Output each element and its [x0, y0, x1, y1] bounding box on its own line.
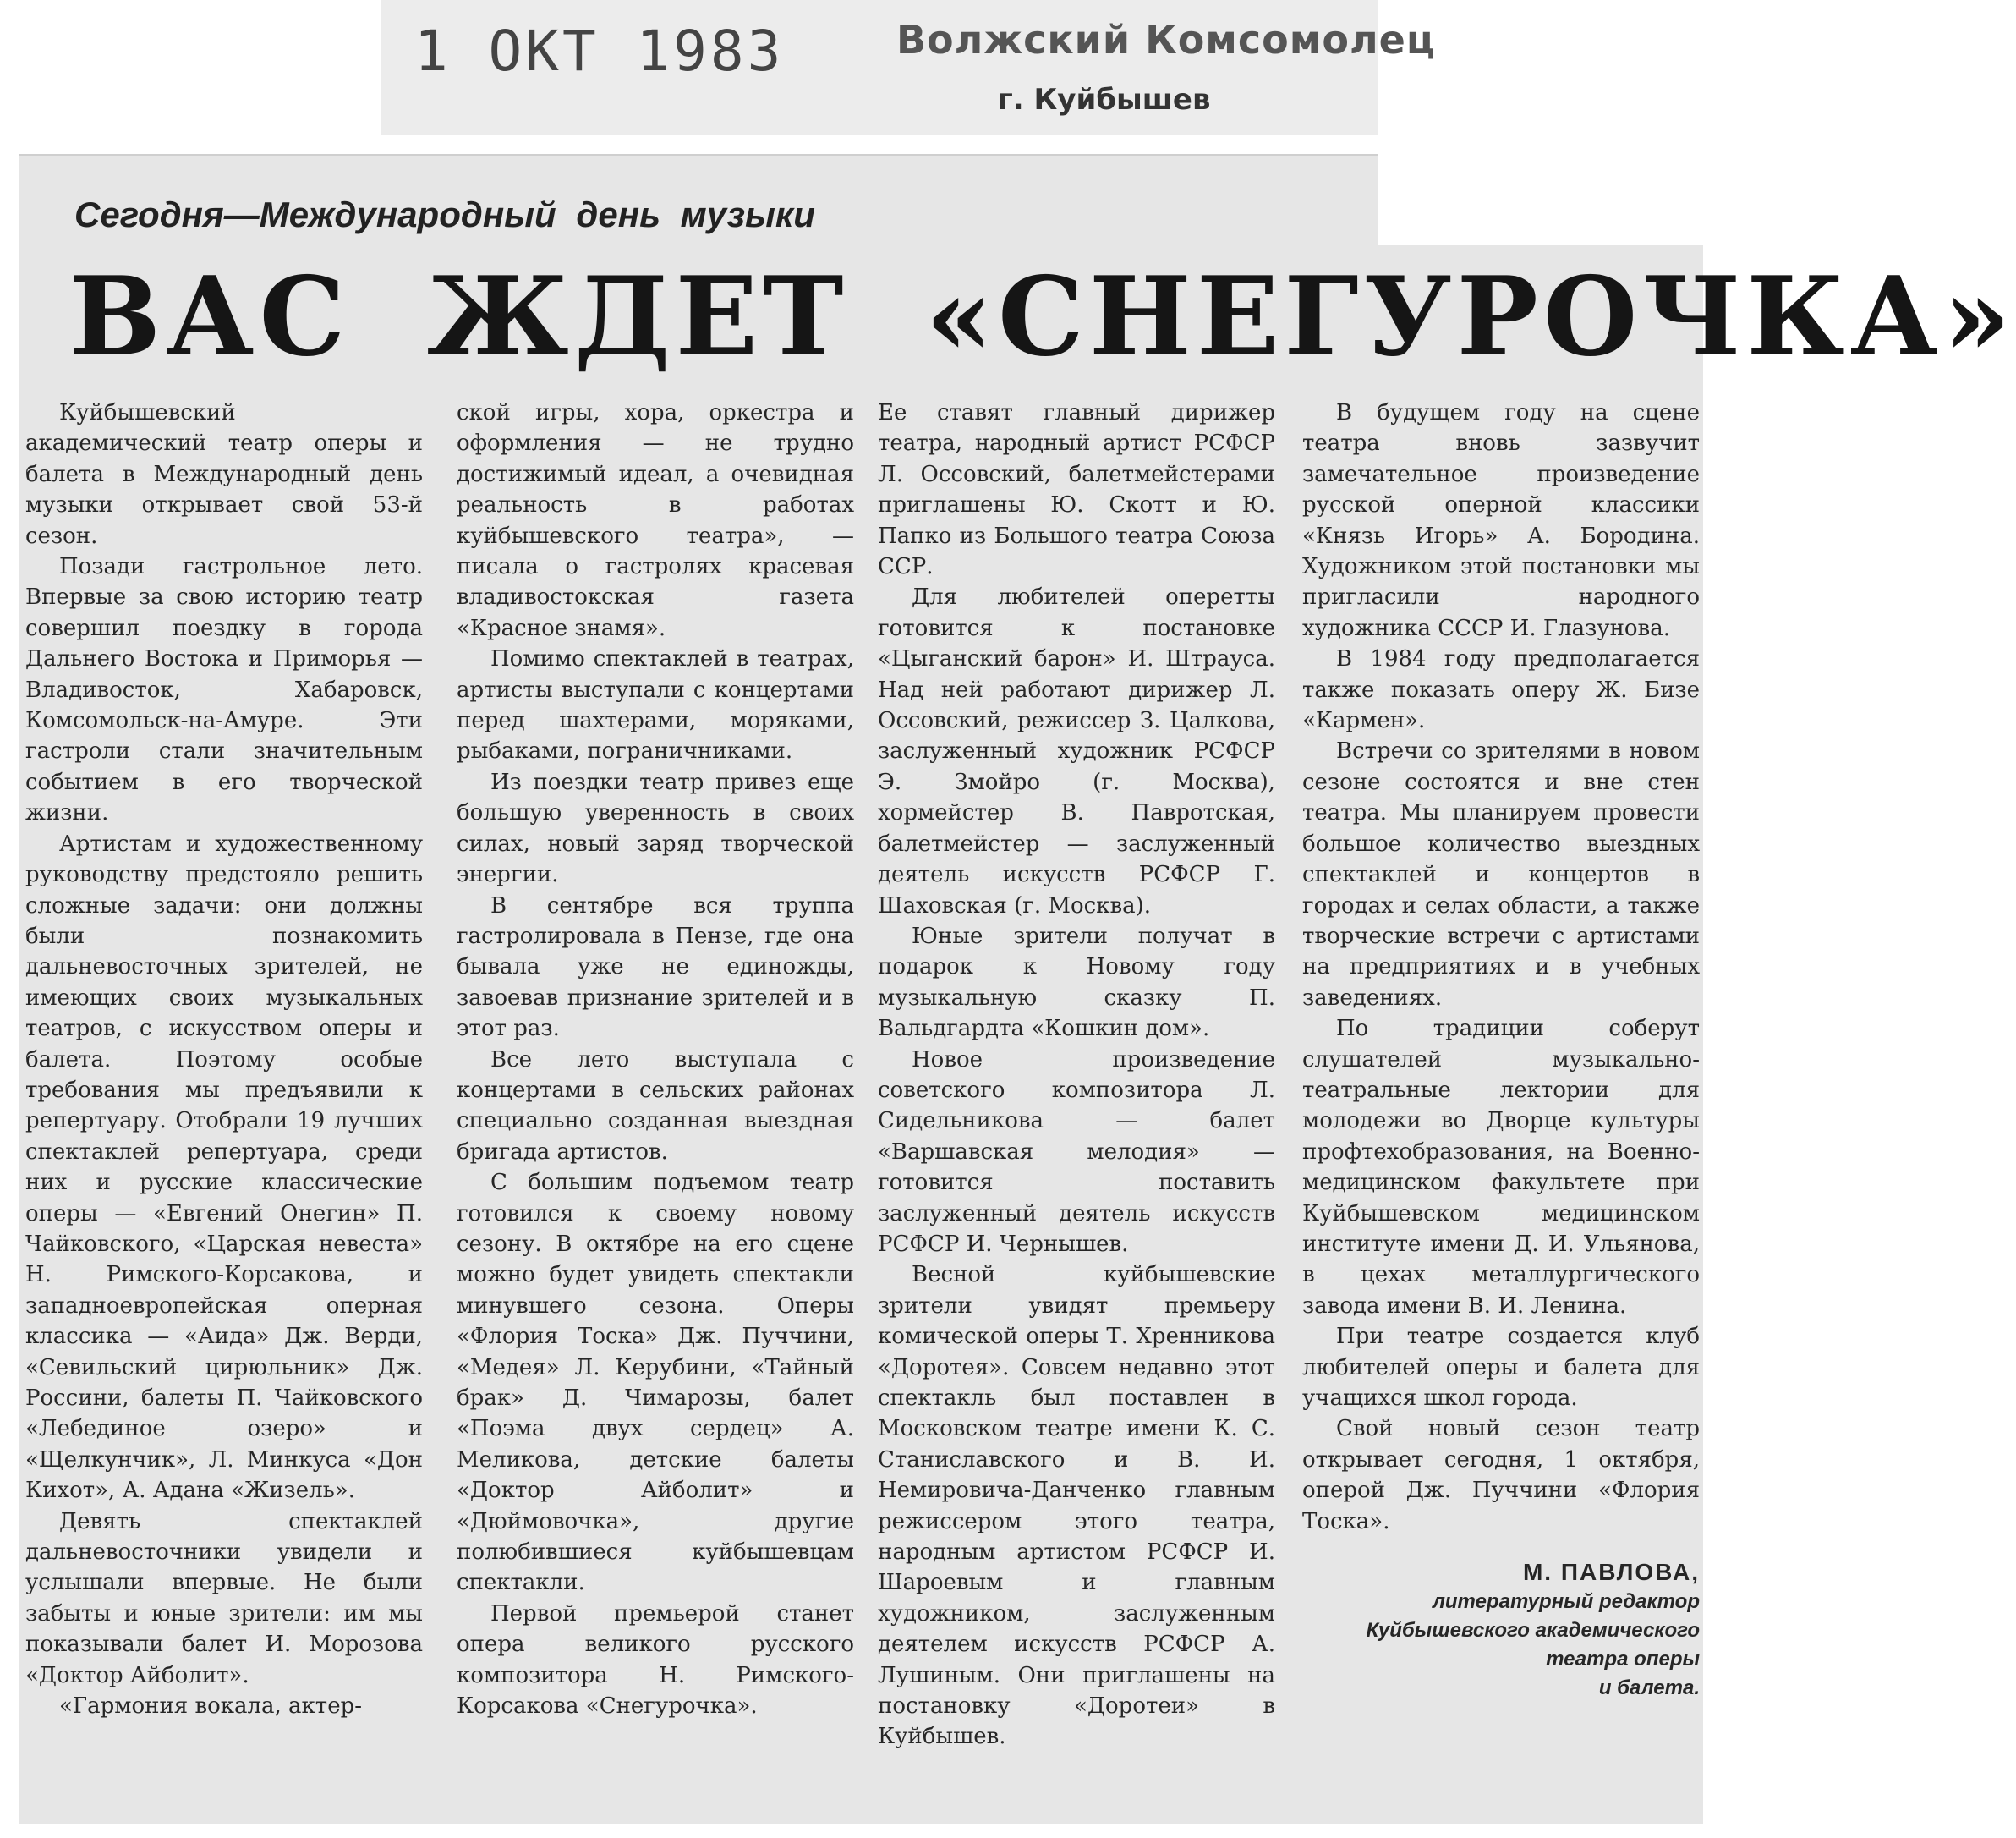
paragraph: Весной куйбышевские зрители увидят премьеру комической оперы Т. Хренникова «Доротея». Совсем недавно этот спектакль был поставлен в Московском театре имени К. С. Станиславского и В. И. Немировича-Данченко главным режиссером этого театра, народным артистом РСФСР И. Шароевым и главным художником, заслуженным деятелем искусств РСФСР А. Лушиным. Они приглашены на постановку «Доротеи» в Куйбышев. [878, 1262, 1275, 1750]
paragraph: Встречи со зрителями в новом сезоне состоятся и вне стен театра. Мы планируем провести большое количество выездных спектаклей и концертов в городах и селах области, а также творческие встречи с артистами на предприятиях и в учебных заведениях. [1302, 738, 1700, 1011]
paragraph: ской игры, хора, оркестра и оформления — не трудно достижимый идеал, а очевидная реальность в работах куйбышевского театра», — писала о гастролях красевая владивостокская газета «Красное знамя». [457, 400, 854, 641]
paragraph: Куйбышевский академический театр оперы и балета в Международный день музыки открывает свой 53-й сезон. [25, 400, 423, 549]
author-name: М. ПАВЛОВА, [1522, 1559, 1700, 1586]
article-column-1 [25, 398, 423, 1721]
paragraph: Из поездки театр привез еще большую уверенность в своих силах, новый заряд творческой энергии. [457, 769, 854, 888]
paragraph: По традиции соберут слушателей музыкально-театральные лектории для молодежи во Дворце культуры профтехобразования, на Военно-медицинском факультете при Куйбышевском медицинском институте имени Д. И. Ульянова, в цехах металлургического завода имени В. И. Ленина. [1302, 1016, 1700, 1319]
paragraph: В будущем году на сцене театра вновь зазвучит замечательное произведение русской оперной классики «Князь Игорь» А. Бородина. Художником этой постановки мы пригласили народного художника СССР И. Глазунова. [1302, 400, 1700, 641]
paragraph: В сентябре вся труппа гастролировала в Пензе, где она бывала уже не единожды, завоевав признание зрителей и в этот раз. [457, 892, 854, 1042]
clipping-cut-corner [1378, 135, 1734, 245]
paragraph: Все лето выступала с концертами в сельских районах специально созданная выездная бригада артистов. [457, 1046, 854, 1165]
article-kicker: Сегодня—Международный день музыки [74, 195, 815, 234]
paragraph: Новое произведение советского композитора Л. Сидельникова — балет «Варшавская мелодия» — готовится поставить заслуженный деятель искусств РСФСР И. Чернышев. [878, 1046, 1275, 1257]
author-role: литературный редактор Куйбышевского академического театра оперы и балета. [1366, 1590, 1700, 1700]
paragraph: Первой премьерой станет опера великого русского композитора Н. Римского-Корсакова «Снегурочка». [457, 1600, 854, 1720]
paragraph: С большим подъемом театр готовился к своему новому сезону. В октябре на его сцене можно будет увидеть спектакли минувшего сезона. Оперы «Флория Тоска» Дж. Пуччини, «Медея» Л. Керубини, «Тайный брак» Д. Чимарозы, балет «Поэма двух сердец» А. Меликова, детские балеты «Доктор Айболит» и «Дюймовочка», другие полюбившиеся куйбышевцам спектакли. [457, 1170, 854, 1596]
stamp-date: 1 ОКТ 1983 [414, 19, 785, 84]
paragraph: Позади гастрольное лето. Впервые за свою историю театр совершил поездку в города Дальнего Востока и Приморья — Владивосток, Хабаровск, Комсомольск-на-Амуре. Эти гастроли стали значительным событием в его творческой жизни. [25, 554, 423, 826]
paragraph: Для любителей оперетты готовится к постановке «Цыганский барон» И. Штрауса. Над ней работают дирижер Л. Оссовский, режиссер З. Цалкова, заслуженный художник РСФСР Э. Змойро (г. Москва), хормейстер В. Павротская, балетмейстер — заслуженный деятель искусств РСФСР Г. Шаховская (г. Москва). [878, 584, 1275, 919]
paragraph: При театре создается клуб любителей оперы и балета для учащихся школ города. [1302, 1324, 1700, 1411]
article-column-2 [457, 398, 854, 1721]
article-column-3 [878, 398, 1275, 1753]
stamp-newspaper-name: Волжский Комсомолец [896, 17, 1436, 63]
paragraph: В 1984 году предполагается также показать оперу Ж. Бизе «Кармен». [1302, 646, 1700, 734]
article-column-4 [1302, 398, 1700, 1703]
paragraph: Девять спектаклей дальневосточники увидели и услышали впервые. Не были забыты и юные зрители: им мы показывали балет И. Морозова «Доктор Айболит». [25, 1508, 423, 1688]
article-headline: ВАС ЖДЕТ «СНЕГУРОЧКА» [69, 254, 2016, 381]
paragraph: Ее ставят главный дирижер театра, народный артист РСФСР Л. Оссовский, балетмейстерами приглашены Ю. Скотт и Ю. Папко из Большого театра Союза ССР. [878, 400, 1275, 580]
paragraph: Свой новый сезон театр открывает сегодня, 1 октября, оперой Дж. Пуччини «Флория Тоска». [1302, 1416, 1700, 1534]
article-body [25, 398, 1700, 1802]
paragraph: Артистам и художественному руководству предстояло решить сложные задачи: они должны были познакомить дальневосточных зрителей, не имеющих своих музыкальных театров, с искусством оперы и балета. Поэтому особые требования мы предъявили к репертуару. Отобрали 19 лучших спектаклей репертуара, среди них и русские классические оперы — «Евгений Онегин» П. Чайковского, «Царская невеста» Н. Римского-Корсакова, и западноевропейская оперная классика — «Аида» Дж. Верди, «Севильский цирюльник» Дж. Россини, балеты П. Чайковского «Лебединое озеро» и «Щелкунчик», Л. Минкуса «Дон Кихот», А. Адана «Жизель». [25, 831, 423, 1504]
stamp-city: г. Куйбышев [998, 83, 1211, 117]
paragraph: Помимо спектаклей в театрах, артисты выступали с концертами перед шахтерами, моряками, рыбаками, пограничниками. [457, 646, 854, 765]
paragraph: Юные зрители получат в подарок к Новому году музыкальную сказку П. Вальдгардта «Кошкин дом». [878, 923, 1275, 1042]
paragraph: «Гармония вокала, актер- [59, 1693, 363, 1720]
